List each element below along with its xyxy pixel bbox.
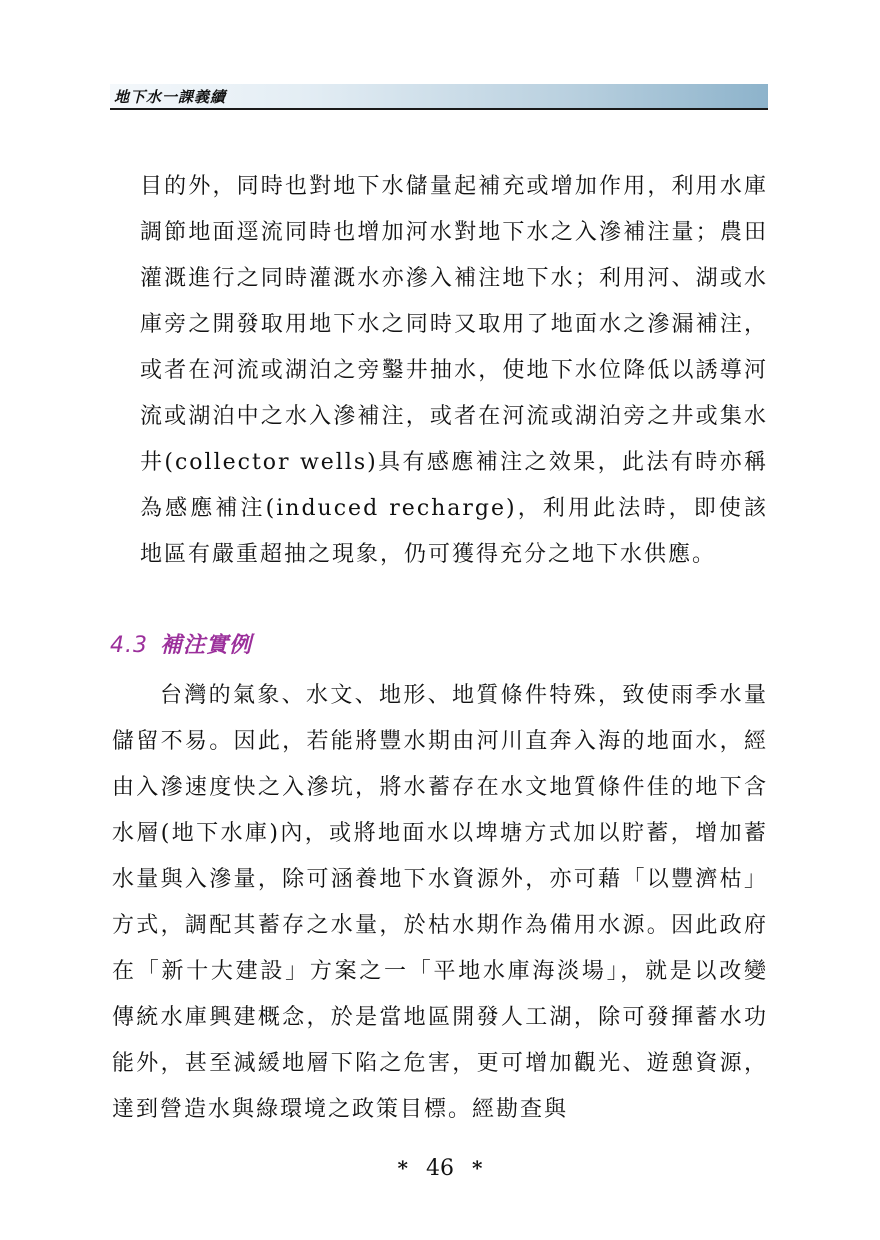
section-number: 4.3 (110, 633, 148, 658)
body-paragraph-2: 台灣的氣象、水文、地形、地質條件特殊，致使雨季水量儲留不易。因此，若能將豐水期由河川直奔入海的地面水，經由入滲速度快之入滲坑，將水蓄存在水文地質條件佳的地下含水層(地下水庫)內，或將地面水以埤塘方式加以貯蓄，增加蓄水量與入滲量，除可涵養地下水資源外，亦可藉「以豐濟枯」方式，調配其蓄存之水量，於枯水期作為備用水源。因此政府在「新十大建設」方案之一「平地水庫海淡場」，就是以改變傳統水庫興建概念，於是當地區開發人工湖，除可發揮蓄水功能外，甚至減緩地層下陷之危害，更可增加觀光、遊憩資源，達到營造水與綠環境之政策目標。經勘查與 (112, 683, 768, 1122)
section-heading (110, 628, 252, 659)
footer-star-right: * (472, 1156, 483, 1180)
page-number: 46 (426, 1156, 454, 1181)
footer-star-left: * (397, 1156, 408, 1180)
running-header (110, 84, 768, 110)
header-title: 地下水一課義續 (114, 88, 227, 106)
page-footer (0, 1156, 880, 1181)
body-paragraph-1: 目的外，同時也對地下水儲量起補充或增加作用，利用水庫調節地面逕流同時也增加河水對地下水之入滲補注量；農田灌溉進行之同時灌溉水亦滲入補注地下水；利用河、湖或水庫旁之開發取用地下水之同時又取用了地面水之滲漏補注，或者在河流或湖泊之旁鑿井抽水，使地下水位降低以誘導河流或湖泊中之水入滲補注，或者在河流或湖泊旁之井或集水井(collector wells)具有感應補注之效果，此法有時亦稱為感應補注(induced recharge)，利用此法時，即使該地區有嚴重超抽之現象，仍可獲得充分之地下水供應。 (140, 174, 768, 567)
section-title: 補注實例 (160, 633, 253, 658)
